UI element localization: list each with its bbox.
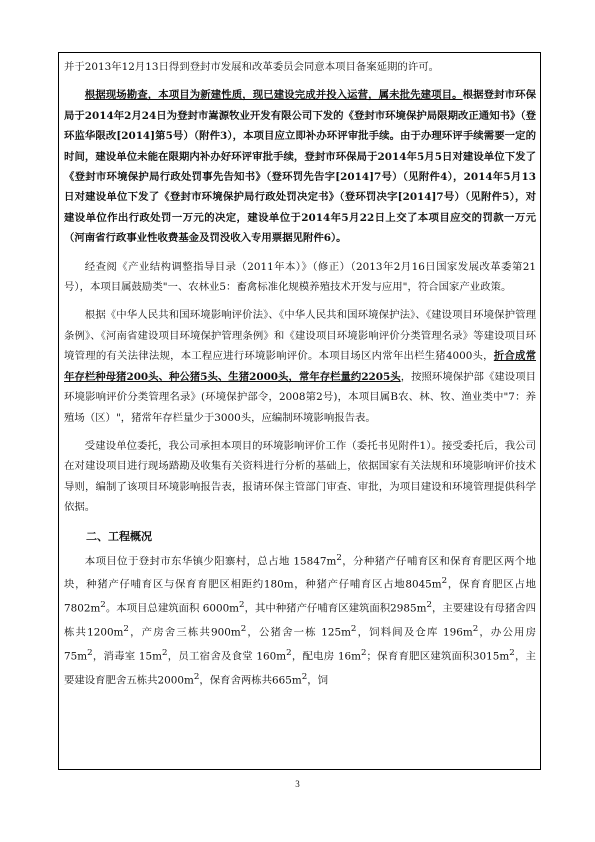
section-heading: 二、工程概况 <box>86 529 152 543</box>
overview-text-4: 。本项目总建筑面积 6000m <box>105 602 240 615</box>
superscript: 2 <box>336 552 342 563</box>
overview-text-5: ，其中种猪产仔哺育区建筑面积2985m <box>244 602 427 615</box>
superscript: 2 <box>472 624 479 635</box>
paragraph-commission: 受建设单位委托，我公司承担本项目的环境影响评价工作（委托书见附件1）。接受委托后，我公司在对建设项目进行现场踏勘及收集有关资料进行分析的基础上，依据国家有关法规和环境影响评价技术导则，编制了该项目环境影响报告表，报请环保主管部门审查、审批，为项目建设和环境管理提供科学依据。 <box>64 439 536 514</box>
superscript: 2 <box>100 600 106 611</box>
superscript: 2 <box>361 648 367 659</box>
page-number: 3 <box>295 779 300 789</box>
superscript: 2 <box>426 600 432 611</box>
paragraph-legal-basis <box>64 305 536 427</box>
overview-text-14: ；保育育肥区建筑面积3015m <box>366 650 510 663</box>
paragraph-site-investigation <box>64 85 536 248</box>
paragraph-industrial-policy: 经查阅《产业结构调整指导目录（2011年本）》（修正）（2013年2月16日国家发展改革委第21号），本项目属鼓励类"一、农林业5：畜禽标准化规模养殖技术开发与应用"，符合国家产业政策。 <box>64 260 536 294</box>
overview-text-7: ，产房舍三栋共900m <box>128 626 241 639</box>
overview-text-12: ，员工宿舍及食堂 160m <box>167 650 287 663</box>
superscript: 2 <box>441 576 448 587</box>
underlined-finding: 根据现场勘查，本项目为新建性质，现已建设完成并投入运营，属未批先建项目。 <box>84 89 463 102</box>
overview-text-13: ，配电房 16m <box>291 650 362 663</box>
legal-basis-text: 根据《中华人民共和国环境影响评价法》、《中华人民共和国环境保护法》、《建设项目环境保护管理条例》、《河南省建设项目环境保护管理条例》和《建设项目环境影响评价分类管理名录》等建设项目环境管理的有关法律法规，本工程应进行环境影响评价。本项目场区内常年出栏生猪4000头， <box>64 309 536 363</box>
livestock-capacity-highlight: 折合成常年存栏种母猪200头、种公猪5头、生猪2000头，常年存栏量约2205头 <box>64 350 536 383</box>
document-body <box>64 57 536 699</box>
overview-text-11: ，消毒室 15m <box>92 650 163 663</box>
overview-text-3: ，保育育肥区占地 7802m <box>64 578 536 615</box>
overview-text-8: ，公猪舍一栋 125m <box>246 626 351 639</box>
penalty-history: 根据登封市环保局于2014年2月24日为登封市嵩源牧业开发有限公司下发的《登封市环境保护局限期改正通知书》（登环监华限改[2014]第5号）（附件3），本项目应立即补办环评审批手续。由于办理环评手续需要一定的时间，建设单位未能在限期内补办好环评审批手续，登封市环保局于2014年5月5日对建设单位下发了《登封市环境保护局行政处罚事先告知书》（登环罚先告字[2014]7号）（见附件4），2014年5月13日对建设单位下发了《登封市环境保护局行政处罚决定书》（登环罚决字[2014]7号）（见附件5），对建设单位作出行政处罚一万元的决定，建设单位于2014年5月22日上交了本项目应交的罚款一万元（河南省行政事业性收费基金及罚没收入专用票据见附件6）。 <box>64 89 537 245</box>
superscript: 2 <box>239 600 245 611</box>
overview-text-2: ，分种猪产仔哺育区和保育育肥区两个地块，种猪产仔哺育区与保育育肥区相距约180m，种猪产仔哺育区占地8045m <box>64 555 537 591</box>
legal-basis-conclusion: ，按照环境保护部《建设项目环境影响评价分类管理名录》(环境保护部令，2008第2号)，本项目属B农、林、牧、渔业类中"7：养殖场（区）"，猪常年存栏量少于3000头，应编制环境影响报告表。 <box>64 370 536 424</box>
superscript: 2 <box>193 671 200 682</box>
overview-text-10: ，办公用房 75m <box>64 626 537 663</box>
superscript: 2 <box>301 671 308 682</box>
overview-text-9: ，饲料间及仓库 196m <box>356 626 473 639</box>
superscript: 2 <box>87 648 93 659</box>
overview-text-16: ，保育舍两栋共665m <box>199 674 302 687</box>
overview-text-6: ，主要建设有母猪舍四栋共1200m <box>64 602 537 639</box>
superscript: 2 <box>286 648 292 659</box>
overview-text-17: ，饲 <box>307 674 329 687</box>
superscript: 2 <box>350 624 357 635</box>
superscript: 2 <box>123 624 129 635</box>
paragraph-project-overview <box>64 548 536 691</box>
superscript: 2 <box>162 648 168 659</box>
superscript: 2 <box>509 648 515 659</box>
paragraph-continuation: 并于2013年12月13日得到登封市发展和改革委员会同意本项目备案延期的许可。 <box>64 61 439 73</box>
overview-text-1: 本项目位于登封市东华镇少阳寨村，总占地 15847m <box>84 555 337 567</box>
overview-text-15: ，主要建设育肥舍五栋共2000m <box>64 650 536 687</box>
superscript: 2 <box>240 624 247 635</box>
